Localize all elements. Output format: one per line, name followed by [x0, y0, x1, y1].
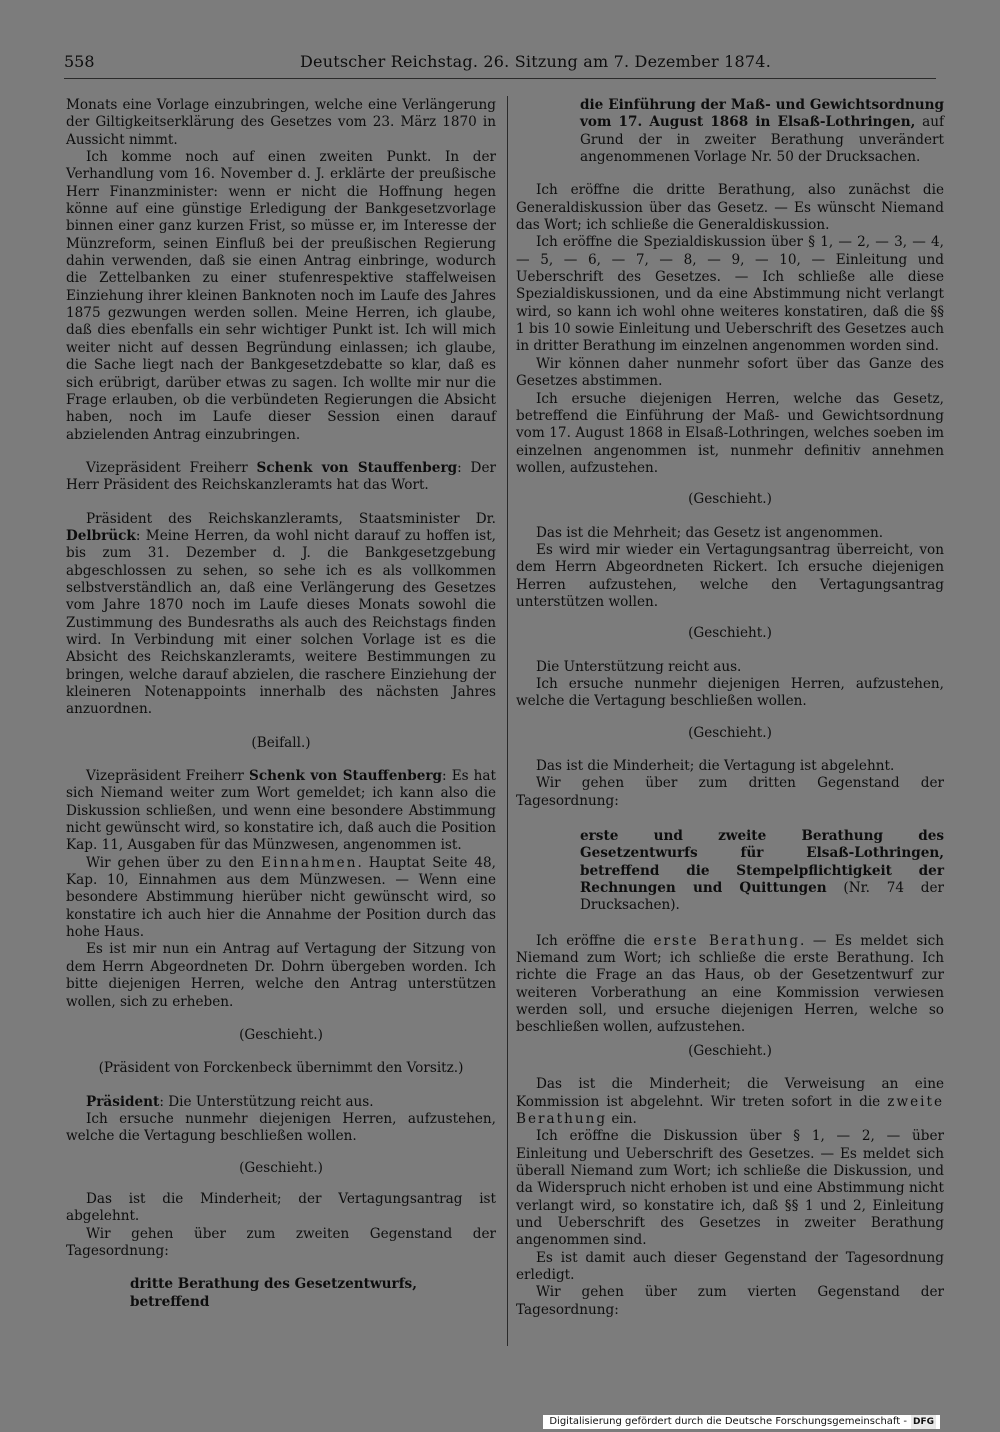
column-divider: [507, 96, 508, 1346]
paragraph: Das ist die Minderheit; die Vertagung ist abgelehnt.: [536, 758, 895, 774]
stage-direction: (Geschieht.): [688, 625, 772, 642]
stage-direction: (Geschieht.): [688, 491, 772, 508]
paragraph: Ich ersuche nunmehr diejenigen Herren, aufzustehen, welche die Vertagung beschließen wollen.: [66, 1110, 496, 1145]
agenda-item: die Einführung der Maß- und Gewichtsordnung vom 17. August 1868 in Elsaß-Lothringen, auf Grund der in zweiter Berathung unverändert angenommenen Vorlage Nr. 50 der Drucksachen.: [580, 97, 944, 166]
paragraph: Die Unterstützung reicht aus.: [536, 658, 742, 675]
digitization-footer: [543, 1415, 940, 1429]
stage-direction: (Geschieht.): [688, 724, 772, 741]
paragraph: Wir gehen über zu den Einnahmen. Hauptat Seite 48, Kap. 10, Einnahmen aus dem Münzwesen. — Wenn eine besondere Abstimmung hierüber nicht gewünscht wird, so konstatire ich auch hier die Annahme der Position durch das hohe Haus.: [66, 854, 497, 941]
paragraph: Ich eröffne die Spezialdiskussion über § 1, — 2, — 3, — 4, — 5, — 6, — 7, — 8, — 9, — 10, — Einleitung und Ueberschrift des Gesetzes. — Ich schließe alle diese Spezialdiskussionen, und da eine Abstimmung nicht verlangt wird, so kann ich wohl ohne weiteres konstatiren, daß die §§ 1 bis 10 sowie Einleitung und Ueberschrift des Gesetzes auch in dritter Berathung im einzelnen angenommen worden sind.: [516, 234, 944, 355]
speaker-name: Präsident: [86, 1093, 160, 1110]
paragraph: Monats eine Vorlage einzubringen, welche eine Verlängerung der Giltigkeitserklärung des Gesetzes vom 23. März 1870 in Aussicht nimmt.: [66, 97, 496, 148]
stage-direction: (Geschieht.): [688, 1042, 772, 1059]
paragraph: Es ist mir nun ein Antrag auf Vertagung der Sitzung von dem Herrn Abgeordneten Dr. Dohrn übergeben worden. Ich bitte diejenigen Herren, welche den Antrag unterstützen wollen, sich zu erheben.: [66, 941, 496, 1010]
paragraph: Wir gehen über zum vierten Gegenstand der Tagesordnung:: [516, 1284, 944, 1318]
header-rule: [64, 78, 936, 79]
agenda-item-title: erste und zweite Berathung des Gesetzentwurfs für Elsaß-Lothringen, betreffend die Stempelpflichtigkeit der Rechnungen und Quittungen: [580, 828, 944, 897]
paragraph: Ich ersuche nunmehr diejenigen Herren, aufzustehen, welche die Vertagung beschließen wollen.: [516, 675, 944, 710]
speaker-paragraph: Vizepräsident Freiherr Schenk von Stauffenberg: Der Herr Präsident des Reichskanzleramts hat das Wort.: [66, 459, 496, 494]
left-column: [66, 97, 496, 1311]
stage-direction: (Geschieht.): [239, 1026, 323, 1043]
speaker-paragraph: Präsident: Die Unterstützung reicht aus.: [86, 1093, 374, 1110]
stage-direction: (Beifall.): [251, 734, 311, 751]
speaker-name: Schenk von Stauffenberg: [256, 459, 458, 476]
paragraph: Ich eröffne die erste Berathung. — Es meldet sich Niemand zum Wort; ich schließe die erste Berathung. Ich richte die Frage an das Haus, ob der Gesetzentwurf zur weiteren Vorberathung an eine Kommission verwiesen werden soll, und ersuche diejenigen Herren, welche so beschließen wollen, aufzustehen.: [516, 932, 944, 1036]
paragraph: Ich eröffne die dritte Berathung, also zunächst die Generaldiskussion über das Gesetz. — Es wünscht Niemand das Wort; ich schließe die Generaldiskussion.: [516, 182, 944, 234]
speaker-paragraph: Präsident des Reichskanzleramts, Staatsminister Dr. Delbrück: Meine Herren, da wohl nicht darauf zu hoffen ist, bis zum 31. Dezember d. J. die Bankgesetzgebung abgeschlossen zu sehen, so sehe ich es als vollkommen selbstverständlich an, daß eine Verlängerung des Gesetzes vom Jahre 1870 noch im Laufe dieses Monats sowohl die Zustimmung des Bundesraths als auch des Reichstags finden wird. In Verbindung mit einer solchen Vorlage ist es die Absicht des Reichskanzleramts, weitere Bestimmungen zu bringen, welche darauf abzielen, die raschere Einziehung der kleineren Notenappoints innerhalb des nächsten Jahres anzuordnen.: [66, 510, 496, 718]
paragraph: Es wird mir wieder ein Vertagungsantrag überreicht, von dem Herrn Abgeordneten Rickert. Ich ersuche diejenigen Herren aufzustehen, welche den Vertagungsantrag unterstützen wollen.: [516, 541, 944, 610]
stage-direction: (Geschieht.): [239, 1159, 323, 1176]
footer-text: Digitalisierung gefördert durch die Deutsche Forschungsgemeinschaft -: [549, 1416, 907, 1427]
right-column: [516, 97, 944, 1319]
speaker-name: Schenk von Stauffenberg: [249, 768, 443, 785]
speaker-name: Delbrück: [66, 527, 136, 544]
page-number: 558: [64, 52, 95, 71]
page-header: [64, 52, 936, 76]
paragraph: Wir können daher nunmehr sofort über das Ganze des Gesetzes abstimmen.: [516, 355, 944, 390]
paragraph: Ich eröffne die Diskussion über § 1, — 2, — über Einleitung und Ueberschrift des Gesetzes. — Es meldet sich überall Niemand zum Wort; ich schließe die Diskussion, und da Widerspruch nicht erhoben ist und eine Abstimmung nicht verlangt wird, so konstatire ich, daß §§ 1 und 2, Einleitung und Ueberschrift des Gesetzes in zweiter Berathung angenommen sind.: [516, 1128, 944, 1249]
paragraph: Das ist die Minderheit; die Verweisung an eine Kommission ist abgelehnt. Wir treten sofort in die zweite Berathung ein.: [516, 1076, 944, 1127]
paragraph: Ich komme noch auf einen zweiten Punkt. In der Verhandlung vom 16. November d. J. erklärte der preußische Herr Finanzminister: wenn er nicht die Hoffnung hegen könne auf eine günstige Erledigung der Bankgesetzvorlage binnen einer ganz kurzen Frist, so müsse er, im Interesse der Münzreform, seinen Einfluß bei der preußischen Regierung dahin verwenden, daß sie einen Antrag einbringe, wodurch die Zettelbanken zu einer stufenrespektive staffelweisen Einziehung ihrer kleinen Banknoten noch im Laufe des Jahres 1875 gezwungen werden sollen. Meine Herren, ich glaube, daß dies ebenfalls ein sehr wichtiger Punkt ist. Ich will mich weiter nicht auf dessen Begründung einlassen; ich glaube, die Sache liegt nach der Bankgesetzdebatte so klar, daß es sich erübrigt, darüber etwas zu sagen. Ich wollte mir nur die Frage erlauben, ob die verbündeten Regierungen die Absicht haben, noch im Laufe dieser Session einen darauf abzielenden Antrag einzubringen.: [66, 149, 496, 443]
agenda-item-title: dritte Berathung des Gesetzentwurfs, betreffend: [130, 1276, 417, 1310]
paragraph: Es ist damit auch dieser Gegenstand der Tagesordnung erledigt.: [516, 1249, 944, 1283]
running-title: Deutscher Reichstag. 26. Sitzung am 7. Dezember 1874.: [300, 52, 771, 71]
paragraph: Das ist die Mehrheit; das Gesetz ist angenommen.: [536, 524, 884, 541]
paragraph: Ich ersuche diejenigen Herren, welche das Gesetz, betreffend die Einführung der Maß- und Gewichtsordnung vom 17. August 1868 in Elsaß-Lothringen, welches soeben im einzelnen angenommen ist, nunmehr definitiv annehmen wollen, aufzustehen.: [516, 390, 944, 476]
agenda-item-title: die Einführung der Maß- und Gewichtsordnung vom 17. August 1868 in Elsaß-Lothringen,: [580, 97, 944, 131]
paragraph: Das ist die Minderheit; der Vertagungsantrag ist abgelehnt.: [66, 1190, 496, 1225]
speaker-paragraph: Vizepräsident Freiherr Schenk von Stauffenberg: Es hat sich Niemand weiter zum Wort gemeldet; ich kann also die Diskussion schließen, und wenn eine besondere Abstimmung nicht gewünscht wird, so konstatire ich, daß auch die Position Kap. 11, Ausgaben für das Münzwesen, angenommen ist.: [66, 768, 496, 854]
paragraph: Wir gehen über zum dritten Gegenstand der Tagesordnung:: [516, 775, 944, 809]
paragraph: Wir gehen über zum zweiten Gegenstand der Tagesordnung:: [66, 1225, 496, 1259]
agenda-item: erste und zweite Berathung des Gesetzentwurfs für Elsaß-Lothringen, betreffend die Stempelpflichtigkeit der Rechnungen und Quittungen (Nr. 74 der Drucksachen).: [580, 828, 944, 914]
dfg-logo: DFG: [912, 1417, 934, 1427]
stage-direction: (Präsident von Forckenbeck übernimmt den Vorsitz.): [98, 1060, 464, 1077]
